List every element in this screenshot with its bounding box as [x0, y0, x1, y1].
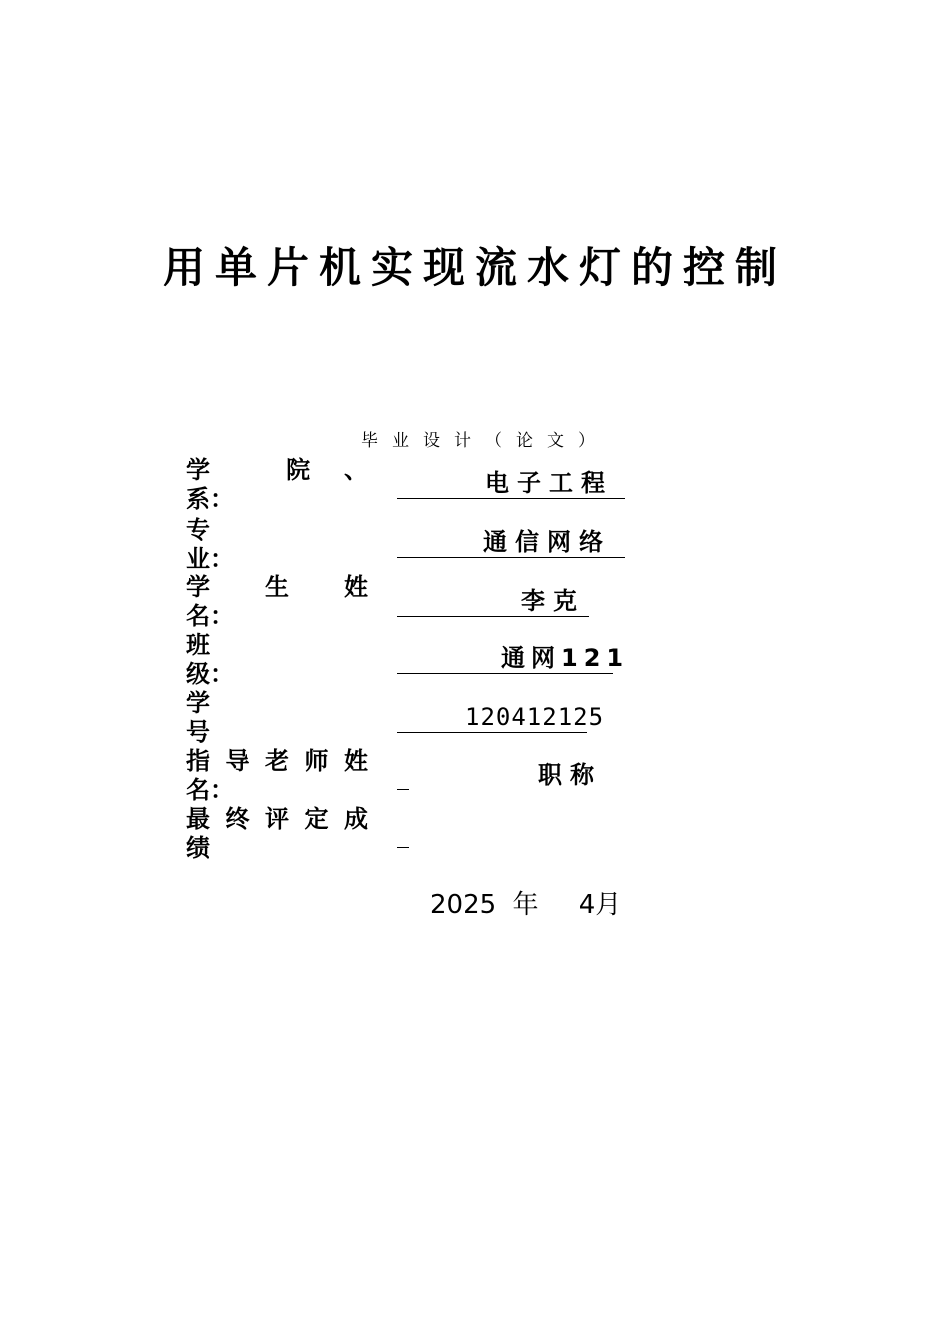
field-label-student-name-line2: 名： — [186, 602, 234, 630]
field-label-final-grade — [186, 805, 368, 863]
field-value-student-name: 李克 — [397, 586, 589, 617]
thesis-type-subtitle: 毕业设计（论文） — [361, 431, 609, 451]
field-label-student-number-line1: 学 — [186, 689, 210, 717]
supervisor-title-label: 职称 — [538, 761, 602, 789]
field-label-college-line1: 学 院、 — [186, 456, 368, 484]
date-month: 4 — [578, 890, 596, 920]
field-label-student-name-line1: 学 生 姓 — [186, 573, 368, 601]
field-label-final-grade-line1: 最终评定成 — [186, 805, 368, 833]
field-label-major — [186, 516, 368, 574]
date-month-unit: 月 — [595, 890, 622, 920]
field-label-supervisor-name-line2: 名： — [186, 776, 234, 804]
field-value-final-grade — [397, 818, 409, 848]
date-year-unit: 年 — [512, 890, 539, 920]
field-label-major-line2: 业： — [186, 545, 234, 573]
field-label-class-line1: 班 — [186, 631, 210, 659]
field-label-major-line1: 专 — [186, 516, 210, 544]
field-label-student-number — [186, 689, 368, 747]
field-label-supervisor-name-line1: 指导老师姓 — [186, 747, 368, 775]
field-value-major: 通信网络 — [397, 527, 625, 558]
field-label-college-line2: 系： — [186, 485, 234, 513]
field-label-student-number-line2: 号 — [186, 718, 210, 746]
field-value-class: 通网121 — [397, 643, 613, 674]
field-label-supervisor-name — [186, 747, 368, 805]
date-year: 2025 — [430, 890, 497, 920]
field-label-final-grade-line2: 绩 — [186, 834, 210, 862]
field-value-student-number: 120412125 — [397, 702, 587, 733]
submission-date — [430, 888, 621, 922]
field-label-student-name — [186, 573, 368, 631]
field-value-college: 电子工程 — [397, 468, 625, 499]
field-label-college — [186, 456, 368, 514]
field-label-class — [186, 631, 368, 689]
field-label-class-line2: 级： — [186, 660, 234, 688]
thesis-title: 用单片机实现流水灯的控制 — [162, 243, 787, 292]
field-value-supervisor-name — [397, 760, 409, 790]
